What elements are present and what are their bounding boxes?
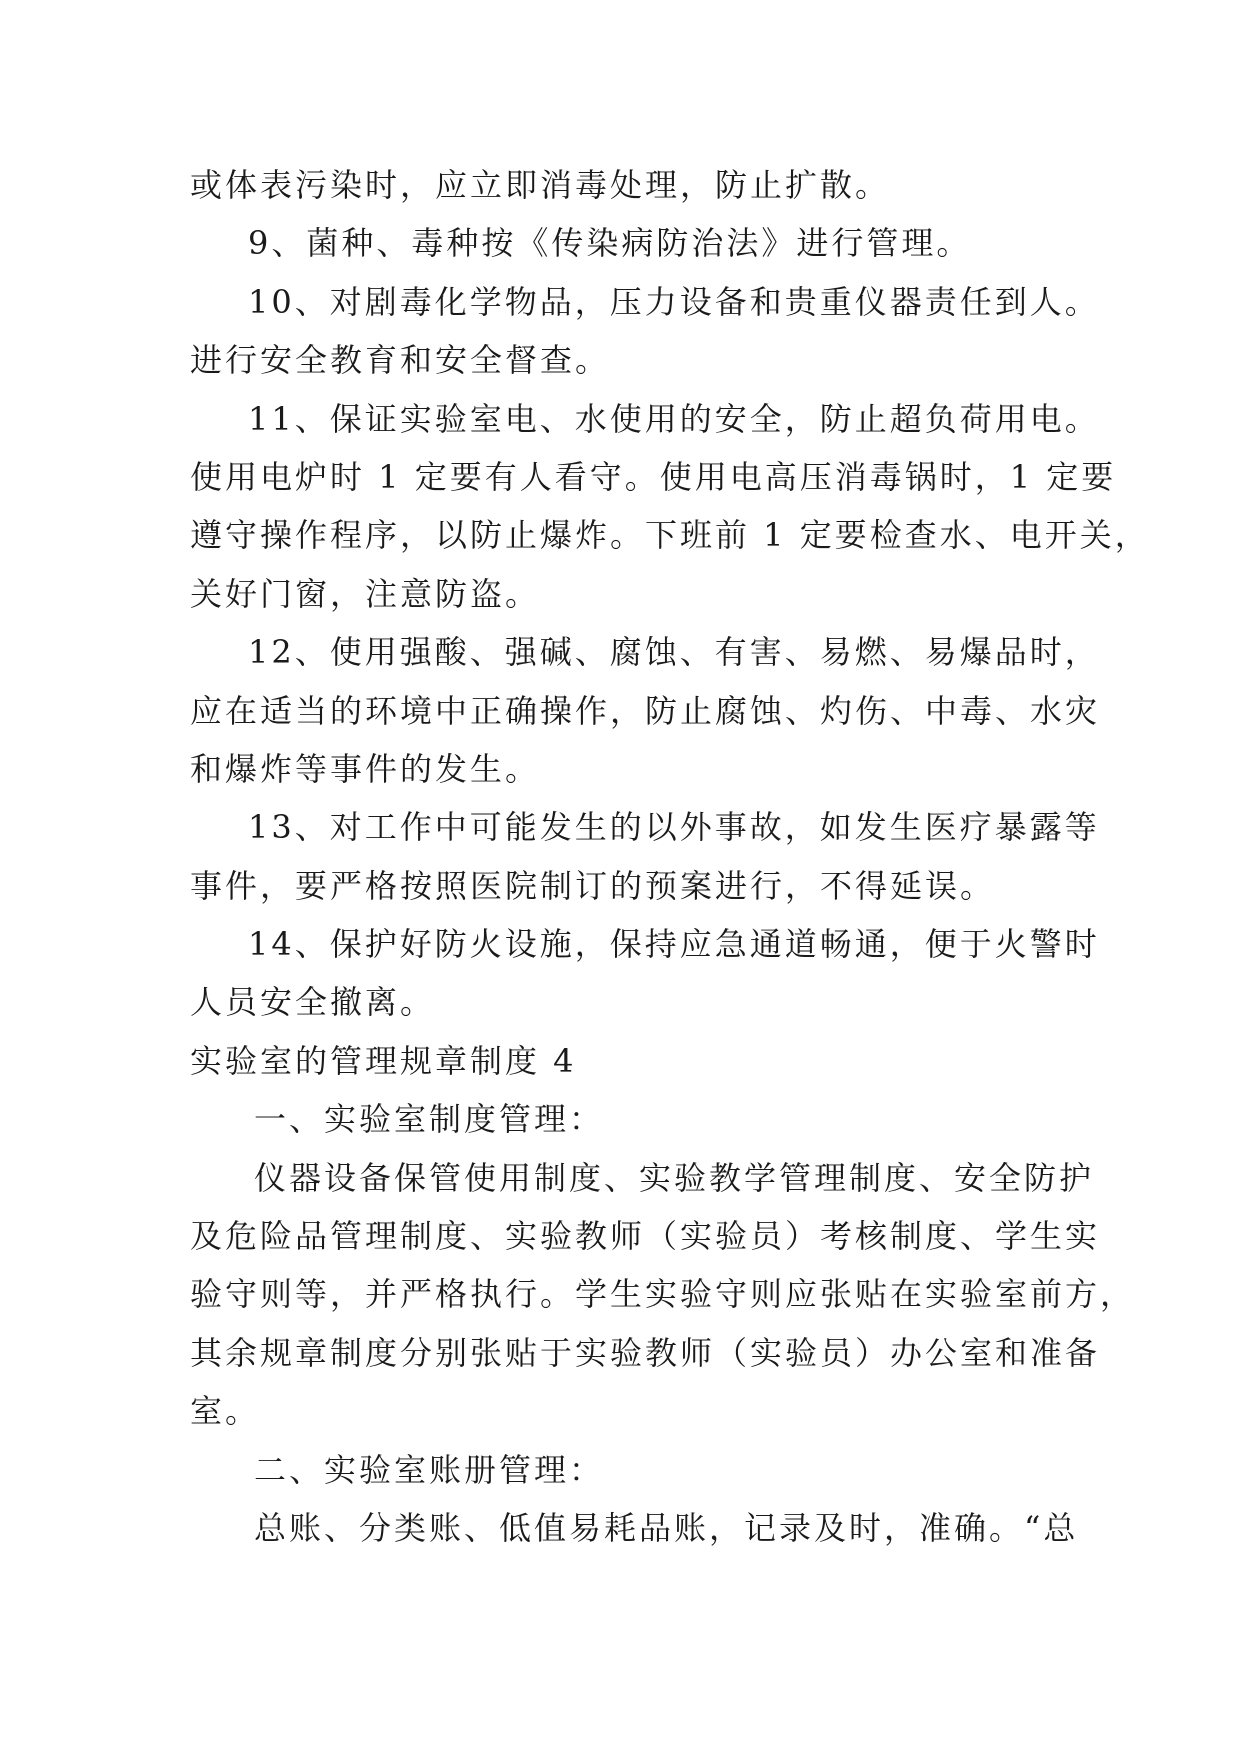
paragraph-line: 及危险品管理制度、实验教师（实验员）考核制度、学生实	[190, 1217, 1101, 1256]
subsection-heading: 二、实验室账册管理：	[254, 1450, 605, 1489]
document-body	[190, 156, 1150, 1557]
paragraph-line: 和爆炸等事件的发生。	[190, 749, 541, 788]
list-item-9: 9、菌种、毒种按《传染病防治法》进行管理。	[248, 224, 972, 263]
paragraph-line: 仪器设备保管使用制度、实验教学管理制度、安全防护	[254, 1158, 1095, 1197]
paragraph-line: 总账、分类账、低值易耗品账，记录及时，准确。“总	[254, 1508, 1079, 1547]
list-item-10: 10、对剧毒化学物品，压力设备和贵重仪器责任到人。	[248, 282, 1100, 321]
paragraph-line: 室。	[190, 1392, 261, 1431]
paragraph-line: 遵守操作程序，以防止爆炸。下班前 1 定要检查水、电开关，	[190, 516, 1150, 555]
paragraph-line: 验守则等，并严格执行。学生实验守则应张贴在实验室前方，	[190, 1275, 1136, 1314]
paragraph-line: 事件，要严格按照医院制订的预案进行，不得延误。	[190, 866, 996, 905]
paragraph-line: 其余规章制度分别张贴于实验教师（实验员）办公室和准备	[190, 1333, 1101, 1372]
paragraph-line: 或体表污染时，应立即消毒处理，防止扩散。	[190, 166, 891, 204]
section-title: 实验室的管理规章制度 4	[190, 1041, 577, 1080]
paragraph-line: 使用电炉时 1 定要有人看守。使用电高压消毒锅时，1 定要	[190, 457, 1117, 496]
subsection-heading: 一、实验室制度管理：	[254, 1100, 605, 1139]
list-item-14: 14、保护好防火设施，保持应急通道畅通，便于火警时	[248, 925, 1100, 964]
list-item-11: 11、保证实验室电、水使用的安全，防止超负荷用电。	[248, 399, 1100, 438]
paragraph-line: 人员安全撤离。	[190, 983, 436, 1022]
paragraph-line: 进行安全教育和安全督查。	[190, 341, 611, 380]
list-item-13: 13、对工作中可能发生的以外事故，如发生医疗暴露等	[248, 808, 1100, 847]
list-item-12: 12、使用强酸、强碱、腐蚀、有害、易燃、易爆品时，	[248, 633, 1100, 672]
paragraph-line: 关好门窗，注意防盗。	[190, 574, 541, 613]
paragraph-line: 应在适当的环境中正确操作，防止腐蚀、灼伤、中毒、水灾	[190, 691, 1101, 730]
